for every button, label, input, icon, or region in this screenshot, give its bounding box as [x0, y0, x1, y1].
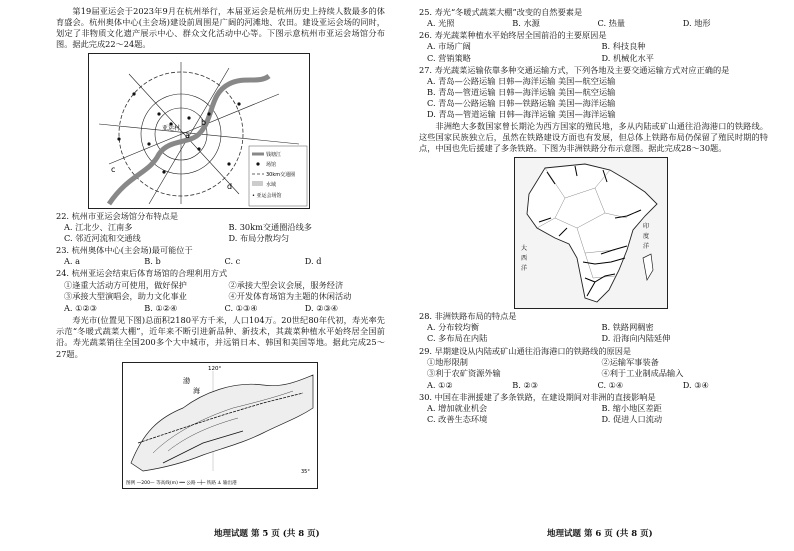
- question-block: [56, 211, 385, 244]
- africa-map-svg: [515, 158, 667, 308]
- answer-option[interactable]: D. ③④: [682, 379, 709, 390]
- svg-text:30km交通圈: 30km交通圈: [266, 171, 296, 178]
- label-b: b: [201, 117, 207, 127]
- answer-option[interactable]: A. 江北少、江南多: [64, 221, 133, 232]
- answer-option[interactable]: C. 多布局在内陆: [427, 333, 488, 344]
- question-options: [419, 76, 768, 121]
- answer-option[interactable]: B. 30km交通圈沿线多: [228, 221, 312, 232]
- answer-option[interactable]: A. 青岛—公路运输 日韩—海洋运输 美国—航空运输: [427, 75, 616, 86]
- map1-legend: [249, 146, 307, 206]
- question-block: [419, 65, 768, 121]
- answer-option[interactable]: C. 改善生态环境: [427, 414, 488, 425]
- svg-text:印: 印: [643, 223, 650, 231]
- svg-text:钱塘江: 钱塘江: [266, 151, 282, 158]
- svg-text:• 亚运会场馆: • 亚运会场馆: [252, 192, 282, 199]
- shouguang-map-svg: [123, 363, 317, 488]
- svg-text:度: 度: [643, 233, 650, 241]
- question-block: [419, 346, 768, 379]
- question-options: [419, 403, 768, 425]
- question-stem: 27. 寿光蔬菜运输依靠多种交通运输方式，下列各地及主要交通运输方式对应正确的是: [419, 64, 730, 75]
- svg-text:大: 大: [521, 245, 528, 253]
- svg-text:海: 海: [193, 386, 200, 395]
- answer-option[interactable]: ②承接大型会议会展，服务经济: [228, 279, 344, 290]
- answer-option[interactable]: B. ①②④: [144, 302, 178, 313]
- svg-text:水域: 水域: [266, 181, 277, 188]
- label-a: a: [185, 130, 190, 140]
- answer-option[interactable]: D. 青岛—管道运输 日韩—海洋运输 美国—海洋运输: [427, 109, 616, 120]
- map2-legend: 图例 —200— 等高线(m) ══ 公路 ─┼─ 铁路 ⚓ 输出港: [126, 480, 237, 486]
- question-block: [56, 268, 385, 301]
- answer-option[interactable]: A. 市场广阔: [427, 41, 471, 52]
- answer-option[interactable]: A. ①②③: [64, 302, 98, 313]
- answer-option[interactable]: ③利于农矿资源外输: [427, 367, 501, 378]
- answer-option[interactable]: B. 水源: [512, 18, 540, 29]
- question-stem: 23. 杭州奥体中心(主会场)最可能位于: [56, 245, 193, 256]
- africa-railway-map: [514, 157, 668, 309]
- question-options: [419, 322, 768, 344]
- svg-text:渤: 渤: [183, 376, 190, 385]
- label-yayuncun: 亚运村: [162, 124, 181, 132]
- answer-option[interactable]: ①逢重大活动方可使用，做好保护: [64, 279, 187, 290]
- hangzhou-venue-map: [88, 53, 310, 209]
- question-stem: 26. 寿光蔬菜种植水平始终居全国前沿的主要原因是: [419, 30, 607, 41]
- passage-africa: 非洲绝大多数国家曾长期沦为西方国家的殖民地，多从内陆或矿山通往沿海港口的铁路线。这些国家民族独立后，虽然在铁路建设方面也有发展，但总体上铁路布局仍保留了殖民时期的特点，中国也先后援建了多条铁路。下图为非洲铁路分布示意图。据此完成28～30题。: [419, 120, 768, 153]
- question-block: [419, 30, 768, 63]
- question-options: [419, 380, 768, 391]
- question-options: [419, 18, 768, 29]
- passage-hangzhou: 第19届亚运会于2023年9月在杭州举行，本届亚运会是杭州历史上持续人数最多的体育盛会。杭州奥体中心(主会场)建设前周围是广阔的河滩地、农田。建设亚运会场的同时，划定了非物质文化遗产展示中心、群众文化活动中心等。下图示意杭州市亚运会场馆分布图。据此完成22～24题。: [56, 6, 385, 50]
- answer-option[interactable]: C. ①④: [597, 379, 624, 390]
- answer-option[interactable]: D. 布局分散均匀: [228, 232, 290, 243]
- svg-text:场馆: 场馆: [266, 161, 277, 168]
- answer-option[interactable]: ④开发体育场馆为主题的休闲活动: [228, 290, 352, 301]
- question-options: [419, 357, 768, 379]
- answer-option[interactable]: B. 缩小地区差距: [601, 403, 662, 414]
- question-block: [419, 7, 768, 29]
- answer-option[interactable]: A. 分布较均衡: [427, 322, 480, 333]
- venue-dots: [117, 92, 240, 173]
- answer-option[interactable]: A. ①②: [427, 379, 453, 390]
- right-top-questions: [419, 7, 768, 121]
- question-options: [56, 303, 385, 314]
- answer-option[interactable]: A. a: [64, 256, 80, 267]
- question-options: [56, 280, 385, 302]
- question-block: [56, 245, 385, 267]
- question-block: [419, 380, 768, 391]
- question-stem: 25. 寿光“冬暖式蔬菜大棚”改变的自然要素是: [419, 7, 583, 17]
- left-footer: 地理试题 第 5 页 (共 8 页): [214, 529, 320, 540]
- shouguang-map: [122, 362, 318, 489]
- answer-option[interactable]: D. 沿海向内陆延伸: [601, 333, 671, 344]
- answer-option[interactable]: B. b: [144, 256, 161, 267]
- answer-option[interactable]: B. 青岛—管道运输 日韩—海洋运输 美国—航空运输: [427, 87, 616, 98]
- answer-option[interactable]: ②运输军事装备: [601, 356, 659, 367]
- answer-option[interactable]: A. 增加就业机会: [427, 403, 488, 414]
- answer-option[interactable]: C. 邻近河流和交通线: [64, 232, 141, 243]
- svg-text:35°: 35°: [301, 468, 310, 475]
- right-footer: 地理试题 第 6 页 (共 8 页): [547, 529, 653, 540]
- answer-option[interactable]: C. ①③④: [224, 302, 258, 313]
- answer-option[interactable]: ③承接大型演唱会，助力文化事业: [64, 290, 187, 301]
- answer-option[interactable]: ①地形限制: [427, 356, 468, 367]
- svg-text:洋: 洋: [643, 243, 650, 251]
- hangzhou-map-svg: [89, 54, 309, 208]
- answer-option[interactable]: A. 光照: [427, 18, 455, 29]
- question-block: [56, 303, 385, 314]
- answer-option[interactable]: D. d: [304, 256, 322, 267]
- passage-shouguang: 寿光市(位置见下图)总面积2180平方千米，人口104万。20世纪80年代初，寿光率先示范“冬暖式蔬菜大棚”，近年来不断引进新品种、新技术，其蔬菜种植水平始终居全国前沿。寿光蔬菜销往全国200多个大中城市，并远销日本、韩国和美国等地。据此完成25～27题。: [56, 315, 385, 359]
- madagascar: [643, 254, 653, 280]
- svg-text:120°: 120°: [208, 365, 222, 372]
- answer-option[interactable]: D. 促进人口流动: [601, 414, 663, 425]
- answer-option[interactable]: B. 科技良种: [601, 41, 646, 52]
- right-page: [397, 0, 794, 551]
- question-options: [56, 222, 385, 244]
- answer-option[interactable]: D. ②③④: [304, 302, 339, 313]
- question-stem: 29. 早期建设从内陆或矿山通往沿海港口的铁路线的原因是: [419, 345, 632, 356]
- question-stem: 22. 杭州市亚运会场馆分布特点是: [56, 210, 179, 221]
- label-c: c: [111, 164, 116, 174]
- question-block: [419, 392, 768, 425]
- question-stem: 24. 杭州亚运会结束后体育场馆的合理利用方式: [56, 268, 228, 279]
- answer-option[interactable]: B. 铁路网稠密: [601, 322, 654, 333]
- answer-option[interactable]: C. c: [224, 256, 241, 267]
- answer-option[interactable]: C. 青岛—公路运输 日韩—铁路运输 美国—海洋运输: [427, 98, 616, 109]
- svg-text:洋: 洋: [521, 265, 528, 273]
- question-stem: 28. 非洲铁路布局的特点是: [419, 311, 517, 322]
- question-stem: 30. 中国在非洲援建了多条铁路，在建设期间对非洲的直接影响是: [419, 392, 656, 403]
- question-options: [419, 41, 768, 63]
- answer-option[interactable]: D. 机械化水平: [601, 52, 654, 63]
- answer-option[interactable]: D. 地形: [682, 18, 711, 29]
- answer-option[interactable]: C. 营销策略: [427, 52, 471, 63]
- right-bottom-questions: [419, 311, 768, 426]
- left-questions: [56, 211, 385, 314]
- question-block: [419, 311, 768, 344]
- answer-option[interactable]: C. 热量: [597, 18, 626, 29]
- label-d: d: [227, 181, 233, 191]
- svg-text:西: 西: [521, 255, 528, 263]
- answer-option[interactable]: ④利于工业制成品输入: [601, 367, 684, 378]
- question-options: [56, 256, 385, 267]
- answer-option[interactable]: B. ②③: [512, 379, 539, 390]
